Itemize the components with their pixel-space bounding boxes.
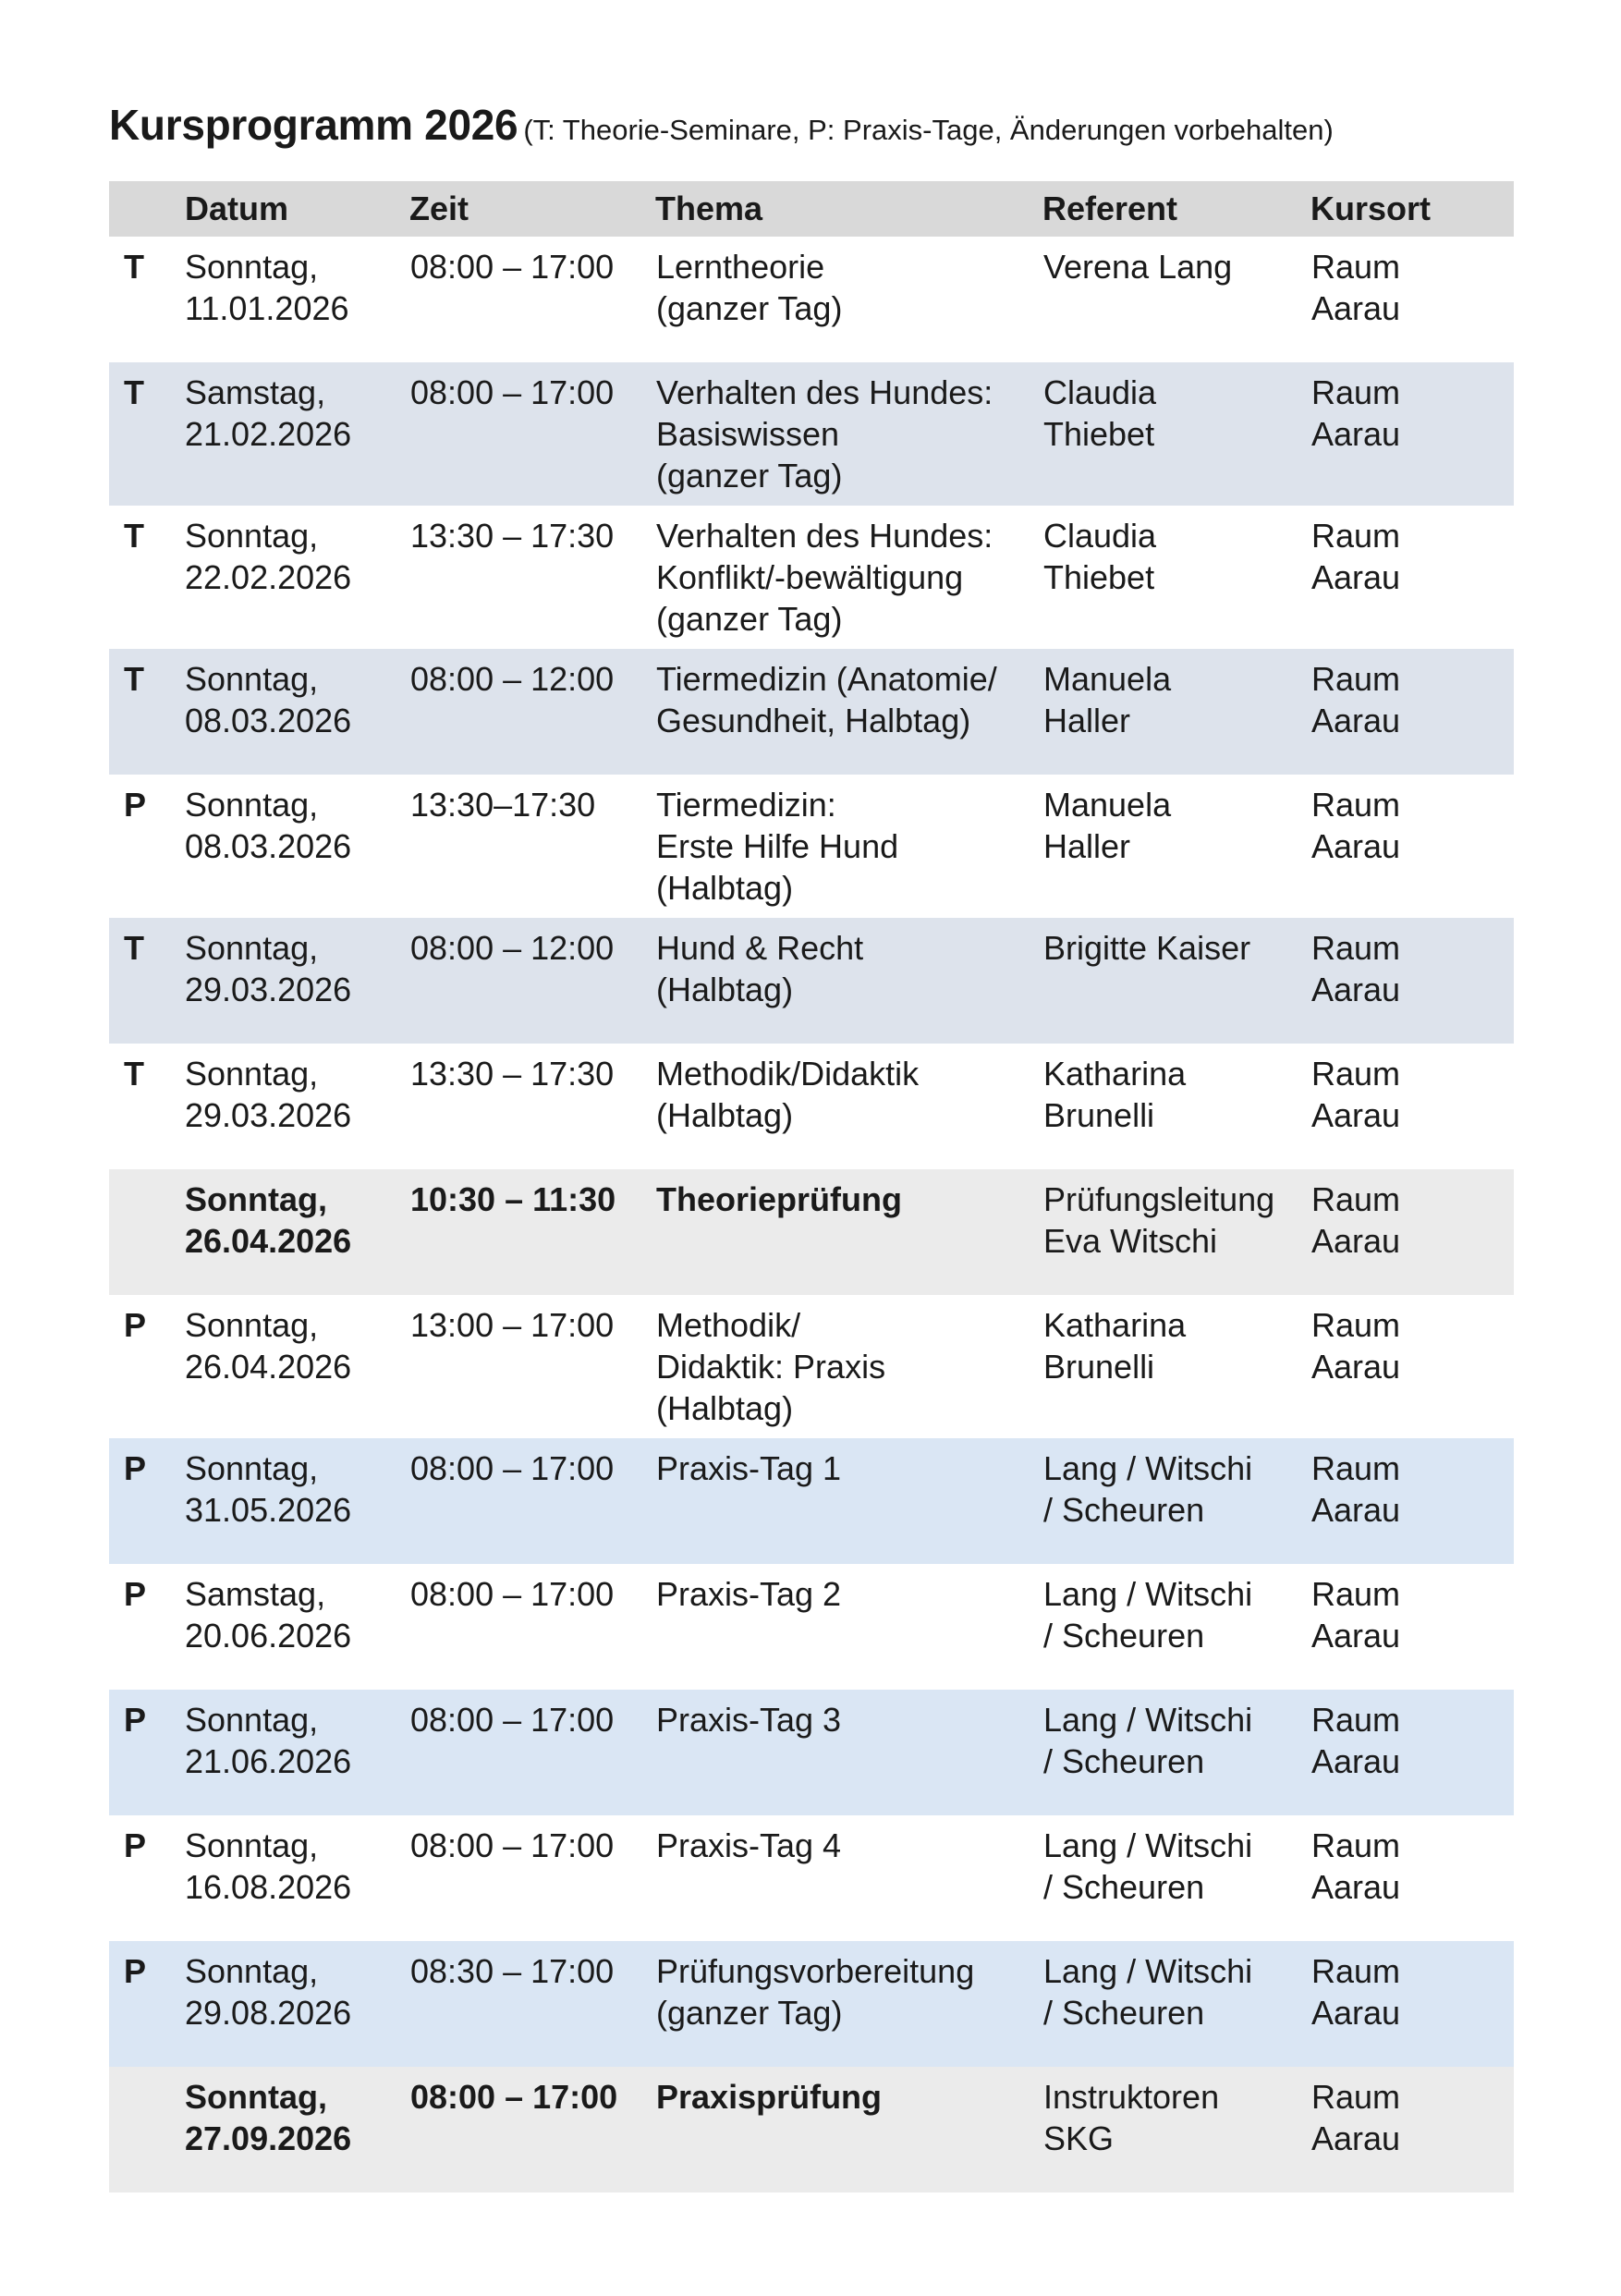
topic-line: Tiermedizin (Anatomie/ — [656, 660, 997, 698]
time-cell: 13:00 – 17:00 — [410, 1306, 615, 1344]
topic-line: (ganzer Tag) — [656, 289, 843, 327]
course-type-cell: P — [124, 1306, 147, 1344]
referent-cell — [1042, 1044, 1310, 1169]
location-cell — [1310, 237, 1514, 362]
header-time: Zeit — [409, 181, 655, 237]
location-cell — [1310, 1690, 1514, 1815]
topic-line: Praxis-Tag 4 — [656, 1826, 842, 1864]
referent-cell — [1042, 918, 1310, 1044]
location-line: Aarau — [1311, 827, 1401, 865]
topic-line: Didaktik: Praxis — [656, 1348, 886, 1386]
course-type-cell: T — [124, 248, 144, 286]
location-cell — [1310, 506, 1514, 649]
referent-cell — [1042, 1941, 1310, 2067]
time-cell: 08:00 – 12:00 — [409, 918, 655, 1044]
date-line: 11.01.2026 — [185, 289, 349, 327]
location-cell — [1310, 362, 1514, 506]
topic-line: Praxis-Tag 2 — [656, 1575, 842, 1613]
course-type-cell: T — [109, 918, 185, 1044]
header-type — [109, 181, 185, 237]
referent-line: Haller — [1043, 702, 1131, 739]
referent-line: Claudia — [1043, 373, 1157, 411]
date-line: 26.04.2026 — [185, 1222, 352, 1260]
topic-line: Methodik/Didaktik — [656, 1055, 920, 1093]
time-cell: 08:00 – 17:00 — [410, 248, 615, 286]
location-line: Aarau — [1311, 1868, 1401, 1906]
date-line: Sonntag, — [185, 1306, 319, 1344]
location-cell — [1310, 918, 1514, 1044]
referent-line: / Scheuren — [1043, 1868, 1205, 1906]
location-line: Aarau — [1311, 1222, 1401, 1260]
table-row — [109, 237, 1514, 362]
location-cell — [1310, 1564, 1514, 1690]
referent-cell — [1042, 1564, 1310, 1690]
table-row — [109, 1815, 1514, 1941]
location-line: Raum — [1311, 786, 1401, 824]
topic-line: Praxis-Tag 3 — [656, 1701, 842, 1739]
date-line: 22.02.2026 — [185, 558, 352, 596]
location-cell — [1310, 1295, 1514, 1438]
referent-line: Katharina — [1043, 1055, 1187, 1093]
referent-line: Verena Lang — [1043, 248, 1233, 286]
location-line: Aarau — [1311, 1348, 1401, 1386]
topic-cell — [655, 2067, 1042, 2192]
topic-line: (Halbtag) — [656, 971, 794, 1008]
date-line: Samstag, — [185, 1575, 326, 1613]
topic-cell — [655, 1438, 1042, 1564]
location-line: Aarau — [1311, 558, 1401, 596]
referent-line: Lang / Witschi — [1043, 1575, 1253, 1613]
date-line: Sonntag, — [185, 1952, 319, 1990]
date-line: Sonntag, — [185, 1826, 319, 1864]
referent-line: Thiebet — [1043, 558, 1155, 596]
topic-line: (ganzer Tag) — [656, 600, 843, 638]
date-line: 29.03.2026 — [185, 1096, 352, 1134]
date-cell — [185, 2067, 409, 2192]
time-cell: 08:00 – 17:00 — [409, 362, 655, 506]
header-date: Datum — [185, 181, 409, 237]
table-row — [109, 649, 1514, 775]
referent-line: Thiebet — [1043, 415, 1155, 453]
course-type-cell: P — [109, 1690, 185, 1815]
location-line: Aarau — [1311, 971, 1401, 1008]
referent-cell — [1042, 1169, 1310, 1295]
topic-cell — [655, 362, 1042, 506]
referent-cell — [1042, 1815, 1310, 1941]
table-row — [109, 1044, 1514, 1169]
topic-line: Praxisprüfung — [656, 2078, 883, 2116]
page-title: Kursprogramm 2026 — [109, 101, 518, 149]
date-line: 29.03.2026 — [185, 971, 352, 1008]
header-referent: Referent — [1042, 181, 1310, 237]
referent-line: SKG — [1043, 2119, 1115, 2157]
topic-line: Verhalten des Hundes: — [656, 517, 993, 555]
date-line: Sonntag, — [185, 1055, 319, 1093]
course-type-cell: P — [109, 1941, 185, 2067]
referent-line: Lang / Witschi — [1043, 1952, 1253, 1990]
date-line: 16.08.2026 — [185, 1868, 352, 1906]
location-line: Raum — [1311, 373, 1401, 411]
date-cell — [185, 1564, 409, 1690]
time-cell: 08:00 – 17:00 — [409, 1690, 655, 1815]
referent-cell — [1042, 1690, 1310, 1815]
table-row — [109, 1690, 1514, 1815]
date-cell — [185, 506, 409, 649]
time-cell: 08:00 – 17:00 — [409, 2067, 655, 2192]
table-row — [109, 1564, 1514, 1690]
location-cell — [1310, 649, 1514, 775]
location-cell — [1310, 1044, 1514, 1169]
referent-line: / Scheuren — [1043, 1994, 1205, 2032]
location-cell — [1310, 1169, 1514, 1295]
topic-line: Tiermedizin: — [656, 786, 836, 824]
referent-line: Brunelli — [1043, 1096, 1155, 1134]
course-type-cell: T — [109, 649, 185, 775]
referent-cell — [1042, 237, 1310, 362]
topic-line: Methodik/ — [656, 1306, 801, 1344]
referent-cell — [1042, 506, 1310, 649]
location-line: Raum — [1311, 1701, 1401, 1739]
topic-cell — [655, 775, 1042, 918]
date-line: Sonntag, — [185, 248, 319, 286]
topic-cell — [655, 1941, 1042, 2067]
referent-cell — [1042, 362, 1310, 506]
date-line: Sonntag, — [185, 1701, 319, 1739]
date-line: Sonntag, — [185, 1449, 319, 1487]
date-line: Sonntag, — [185, 2078, 327, 2116]
date-cell — [185, 1815, 409, 1941]
topic-line: Verhalten des Hundes: — [656, 373, 993, 411]
date-cell — [185, 775, 409, 918]
referent-line: / Scheuren — [1043, 1742, 1205, 1780]
date-line: 26.04.2026 — [185, 1348, 352, 1386]
location-line: Raum — [1311, 1180, 1401, 1218]
date-line: Sonntag, — [185, 929, 319, 967]
topic-line: (ganzer Tag) — [656, 457, 843, 495]
table-row — [109, 918, 1514, 1044]
referent-cell — [1042, 775, 1310, 918]
location-line: Aarau — [1311, 1096, 1401, 1134]
time-cell: 08:00 – 17:00 — [409, 1438, 655, 1564]
course-type-cell: P — [124, 1575, 147, 1613]
date-line: Sonntag, — [185, 786, 319, 824]
date-line: Sonntag, — [185, 660, 319, 698]
referent-line: Prüfungsleitung — [1043, 1180, 1275, 1218]
date-line: 08.03.2026 — [185, 702, 352, 739]
topic-cell — [655, 1295, 1042, 1438]
location-line: Aarau — [1311, 415, 1401, 453]
location-cell — [1310, 775, 1514, 918]
location-line: Raum — [1311, 1575, 1401, 1613]
page-subtitle: (T: Theorie-Seminare, P: Praxis-Tage, Änderungen vorbehalten) — [523, 114, 1334, 146]
location-line: Aarau — [1311, 702, 1401, 739]
course-type-cell: T — [109, 362, 185, 506]
date-cell — [185, 1438, 409, 1564]
topic-cell — [655, 1815, 1042, 1941]
location-line: Raum — [1311, 248, 1401, 286]
referent-line: Lang / Witschi — [1043, 1449, 1253, 1487]
date-cell — [185, 1941, 409, 2067]
table-row — [109, 775, 1514, 918]
time-cell: 13:30 – 17:30 — [410, 1055, 615, 1093]
location-line: Aarau — [1311, 1742, 1401, 1780]
topic-cell — [655, 506, 1042, 649]
course-table — [109, 181, 1514, 2192]
topic-line: Praxis-Tag 1 — [656, 1449, 842, 1487]
referent-cell — [1042, 649, 1310, 775]
referent-line: / Scheuren — [1043, 1617, 1205, 1655]
referent-cell — [1042, 1438, 1310, 1564]
referent-line: / Scheuren — [1043, 1491, 1205, 1529]
referent-line: Instruktoren — [1043, 2078, 1220, 2116]
date-line: Sonntag, — [185, 517, 319, 555]
table-row — [109, 1941, 1514, 2067]
topic-line: Konflikt/-bewältigung — [656, 558, 964, 596]
location-line: Aarau — [1311, 1994, 1401, 2032]
referent-cell — [1042, 2067, 1310, 2192]
date-line: 21.02.2026 — [185, 415, 352, 453]
topic-cell — [655, 918, 1042, 1044]
course-type-cell — [109, 1169, 185, 1295]
location-line: Raum — [1311, 2078, 1401, 2116]
course-type-cell: P — [124, 1826, 147, 1864]
referent-line: Eva Witschi — [1043, 1222, 1218, 1260]
topic-line: (Halbtag) — [656, 1389, 794, 1427]
date-cell — [185, 649, 409, 775]
date-cell — [185, 1044, 409, 1169]
referent-line: Claudia — [1043, 517, 1157, 555]
course-type-cell — [109, 2067, 185, 2192]
referent-line: Brigitte Kaiser — [1043, 929, 1251, 967]
table-row — [109, 362, 1514, 506]
topic-cell — [655, 1169, 1042, 1295]
date-cell — [185, 362, 409, 506]
table-header-row — [109, 181, 1514, 237]
course-type-cell: P — [109, 1438, 185, 1564]
date-cell — [185, 1169, 409, 1295]
location-line: Aarau — [1311, 289, 1401, 327]
topic-cell — [655, 1564, 1042, 1690]
location-line: Raum — [1311, 1826, 1401, 1864]
topic-line: (Halbtag) — [656, 869, 794, 907]
location-line: Raum — [1311, 1952, 1401, 1990]
referent-line: Manuela — [1043, 660, 1172, 698]
date-line: Sonntag, — [185, 1180, 327, 1218]
date-line: 20.06.2026 — [185, 1617, 352, 1655]
referent-line: Haller — [1043, 827, 1131, 865]
referent-line: Katharina — [1043, 1306, 1187, 1344]
date-cell — [185, 918, 409, 1044]
topic-line: Theorieprüfung — [656, 1180, 902, 1218]
topic-cell — [655, 649, 1042, 775]
title-line — [109, 100, 1514, 155]
time-cell: 08:00 – 17:00 — [410, 1826, 615, 1864]
time-cell: 08:30 – 17:00 — [409, 1941, 655, 2067]
topic-line: Prüfungsvorbereitung — [656, 1952, 975, 1990]
location-cell — [1310, 1941, 1514, 2067]
topic-cell — [655, 237, 1042, 362]
location-line: Raum — [1311, 660, 1401, 698]
location-line: Raum — [1311, 929, 1401, 967]
topic-line: Gesundheit, Halbtag) — [656, 702, 971, 739]
location-cell — [1310, 1815, 1514, 1941]
course-type-cell: T — [124, 517, 144, 555]
course-type-cell: P — [124, 786, 147, 824]
time-cell: 10:30 – 11:30 — [409, 1169, 655, 1295]
header-topic: Thema — [655, 181, 1042, 237]
referent-line: Manuela — [1043, 786, 1172, 824]
referent-cell — [1042, 1295, 1310, 1438]
date-cell — [185, 1295, 409, 1438]
location-line: Raum — [1311, 1306, 1401, 1344]
date-line: 27.09.2026 — [185, 2119, 352, 2157]
topic-line: Basiswissen — [656, 415, 840, 453]
topic-line: (Halbtag) — [656, 1096, 794, 1134]
date-line: Samstag, — [185, 373, 326, 411]
referent-line: Brunelli — [1043, 1348, 1155, 1386]
location-cell — [1310, 2067, 1514, 2192]
location-line: Aarau — [1311, 1617, 1401, 1655]
time-cell: 13:30 – 17:30 — [410, 517, 615, 555]
topic-line: (ganzer Tag) — [656, 1994, 843, 2032]
referent-line: Lang / Witschi — [1043, 1701, 1253, 1739]
topic-cell — [655, 1690, 1042, 1815]
topic-cell — [655, 1044, 1042, 1169]
referent-line: Lang / Witschi — [1043, 1826, 1253, 1864]
date-line: 21.06.2026 — [185, 1742, 352, 1780]
date-cell — [185, 237, 409, 362]
date-line: 08.03.2026 — [185, 827, 352, 865]
table-row — [109, 1295, 1514, 1438]
location-line: Aarau — [1311, 1491, 1401, 1529]
date-line: 29.08.2026 — [185, 1994, 352, 2032]
location-line: Raum — [1311, 517, 1401, 555]
date-line: 31.05.2026 — [185, 1491, 352, 1529]
location-line: Raum — [1311, 1449, 1401, 1487]
topic-line: Erste Hilfe Hund — [656, 827, 899, 865]
time-cell: 13:30–17:30 — [410, 786, 596, 824]
location-line: Aarau — [1311, 2119, 1401, 2157]
table-row — [109, 2067, 1514, 2192]
time-cell: 08:00 – 12:00 — [409, 649, 655, 775]
location-line: Raum — [1311, 1055, 1401, 1093]
time-cell: 08:00 – 17:00 — [410, 1575, 615, 1613]
topic-line: Hund & Recht — [656, 929, 864, 967]
table-row — [109, 506, 1514, 649]
page — [109, 100, 1514, 2157]
date-cell — [185, 1690, 409, 1815]
topic-line: Lerntheorie — [656, 248, 825, 286]
table-row — [109, 1169, 1514, 1295]
header-location: Kursort — [1310, 181, 1514, 237]
course-type-cell: T — [124, 1055, 144, 1093]
location-cell — [1310, 1438, 1514, 1564]
table-row — [109, 1438, 1514, 1564]
